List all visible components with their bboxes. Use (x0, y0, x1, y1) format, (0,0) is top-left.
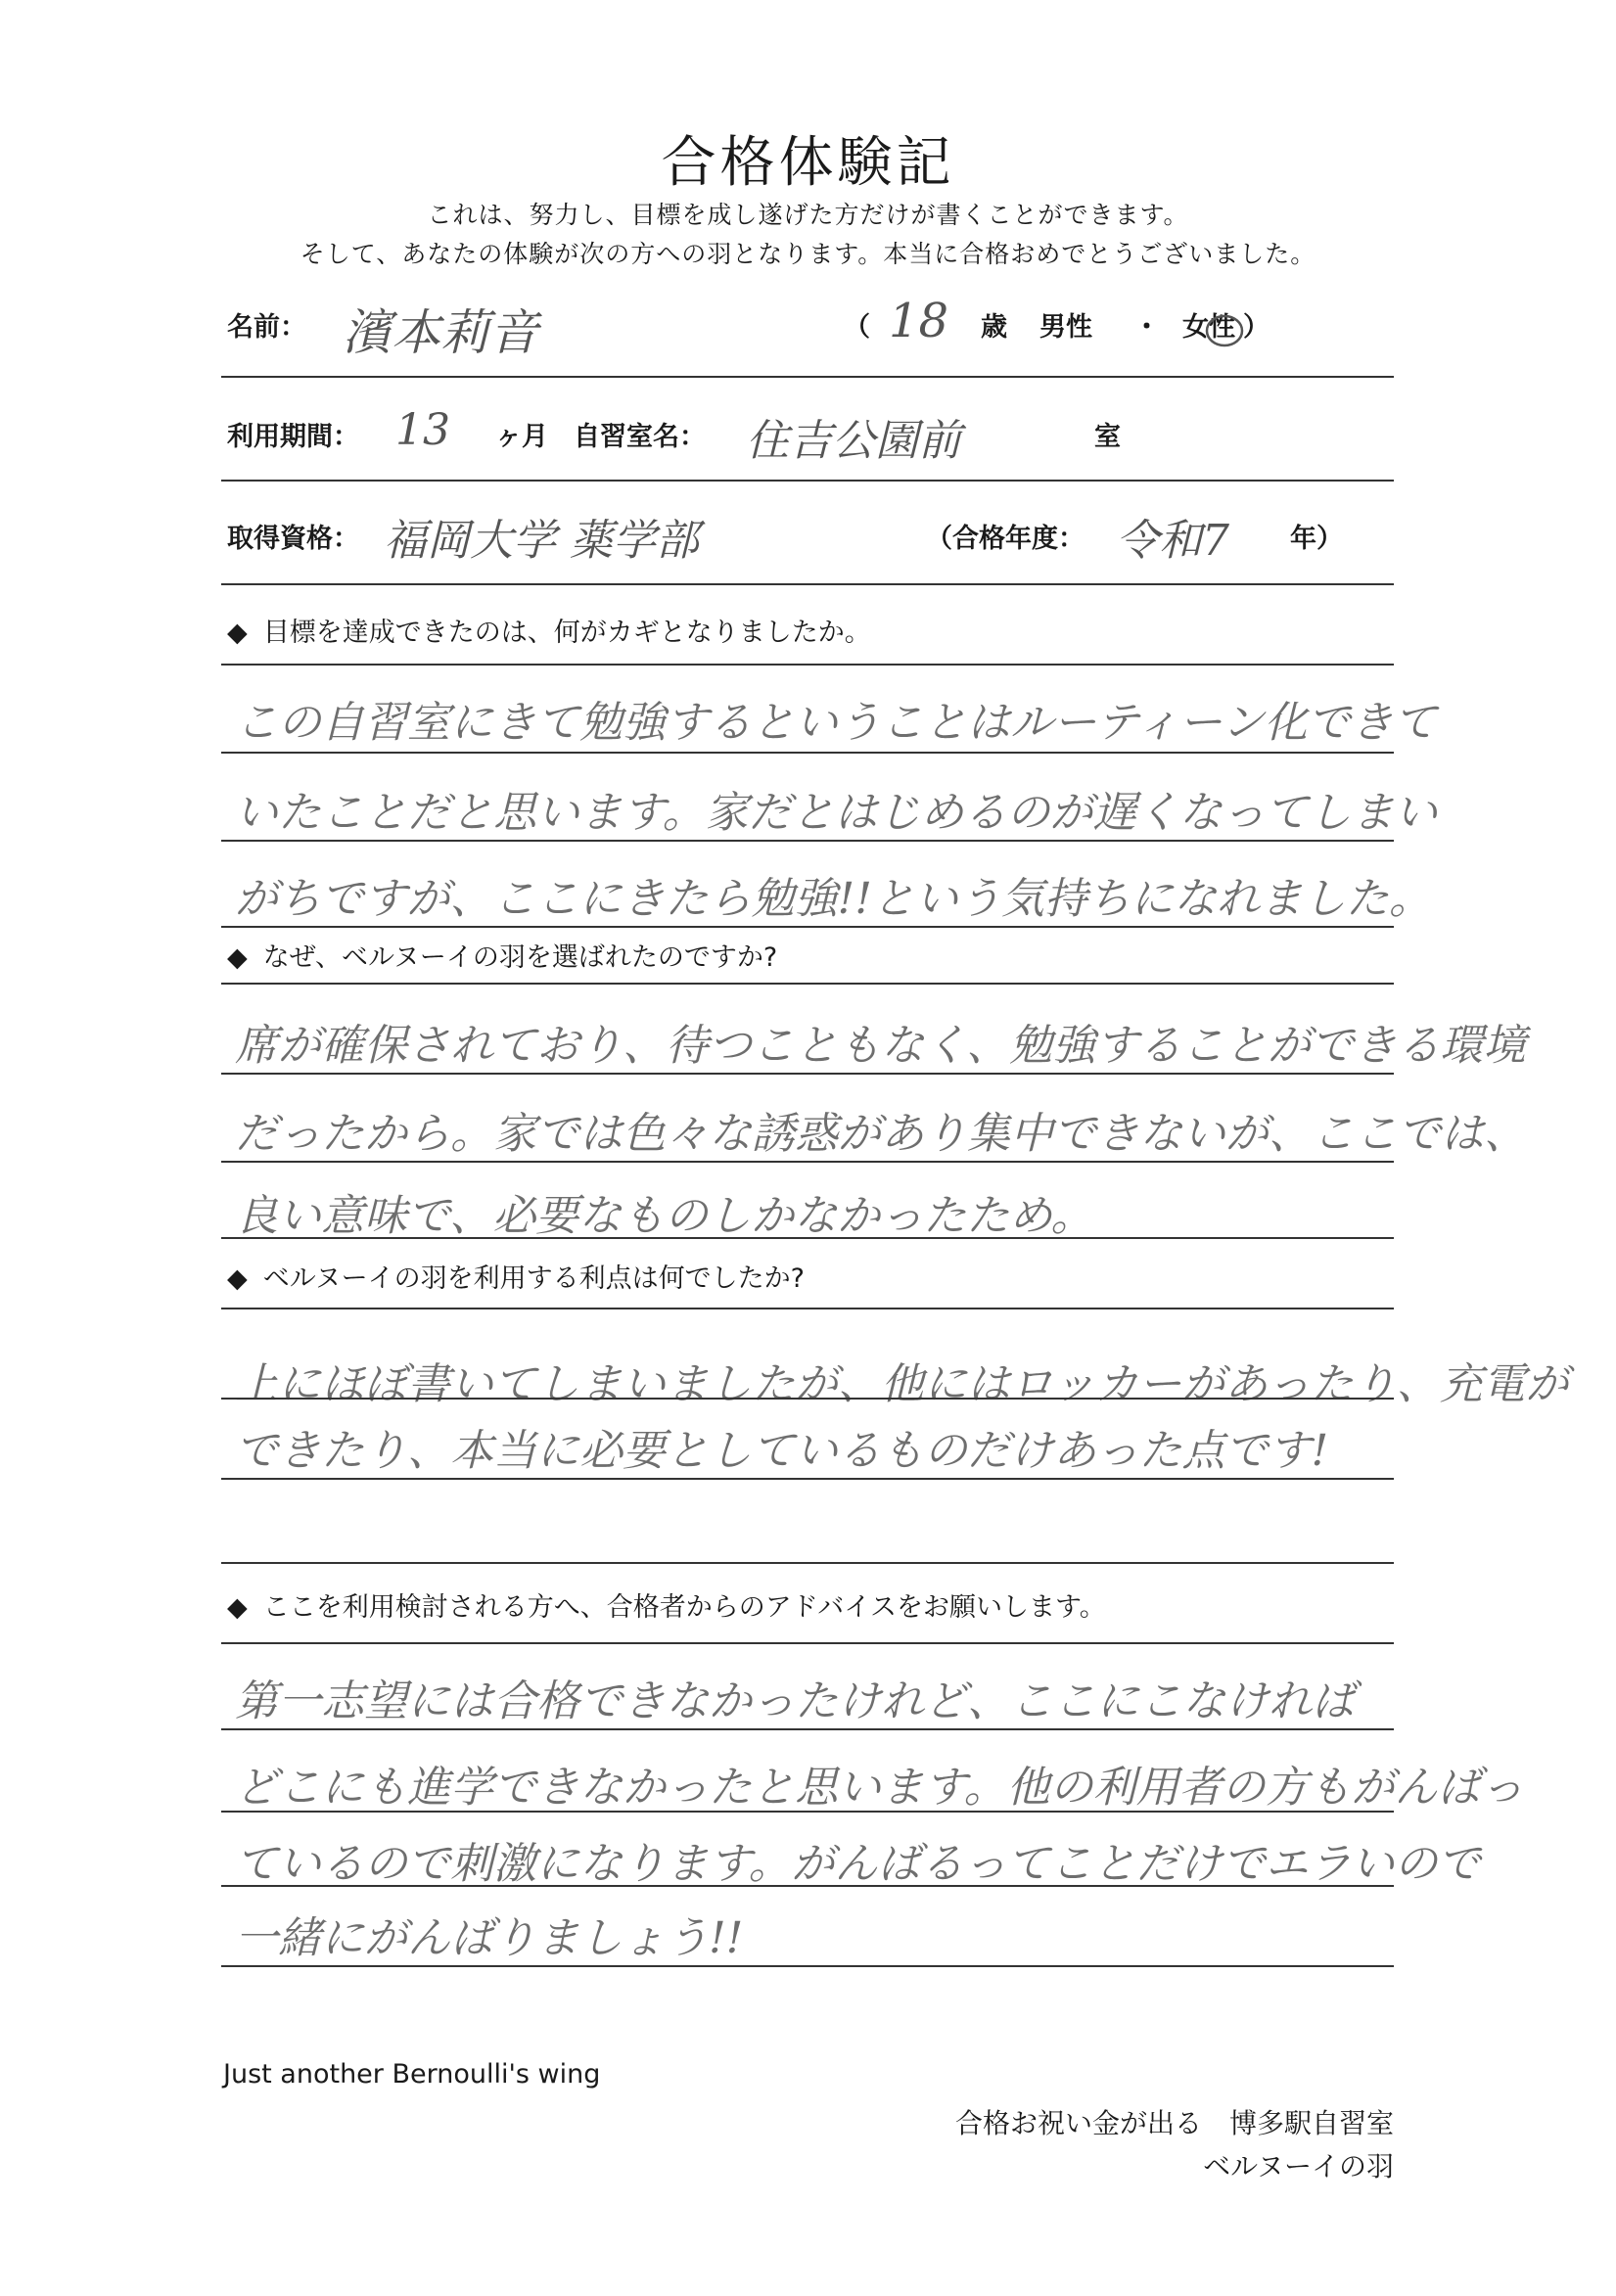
gender-circle-mark (1200, 309, 1249, 358)
answer-4-line-1: 第一志望には合格できなかったけれど、ここにこなければ (235, 1676, 1355, 1726)
name-label: 名前： (227, 312, 306, 343)
answer-2-line-2: だったから。家では色々な誘惑があり集中できないが、ここでは、 (235, 1109, 1527, 1159)
pass-year-unit: 年） (1290, 524, 1343, 554)
question-label: 目標を達成できたのは、何がカギとなりましたか。 (262, 618, 871, 648)
intro-line-1: これは、努力し、目標を成し遂げた方だけが書くことができます。 (427, 201, 1189, 229)
answer-3-line-1: 上にほぼ書いてしまいましたが、他にはロッカーがあったり、充電が (235, 1359, 1569, 1409)
divider (221, 983, 1394, 985)
answer-1-line-3: がちですが、ここにきたら勉強!!という気持ちになれました。 (235, 874, 1432, 924)
answer-3-line-2: できたり、本当に必要としているものだけあった点です! (235, 1426, 1329, 1476)
answer-1-line-2: いたことだと思います。家だとはじめるのが遅くなってしまい (235, 788, 1438, 838)
question-label: ベルヌーイの羽を利用する利点は何でしたか? (262, 1263, 806, 1294)
diamond-icon: ◆ (227, 1263, 248, 1294)
answer-rule (221, 752, 1394, 754)
answer-4-line-4: 一緒にがんばりましょう!! (235, 1913, 744, 1963)
question-3 (227, 1257, 805, 1295)
age-value: 18 (889, 294, 949, 348)
gender-female: 女性 (1182, 312, 1235, 343)
answer-rule (221, 926, 1394, 928)
question-4 (227, 1585, 1106, 1624)
answer-rule (221, 1811, 1394, 1813)
qualification-value: 福岡大学 薬学部 (384, 516, 699, 566)
answer-rule (221, 1885, 1394, 1887)
divider (221, 480, 1394, 482)
answer-rule (221, 1073, 1394, 1075)
room-value: 住吉公園前 (746, 416, 961, 466)
divider (221, 583, 1394, 585)
divider (221, 1642, 1394, 1644)
answer-4-line-2: どこにも進学できなかったと思います。他の利用者の方もがんばっ (235, 1763, 1524, 1813)
period-label: 利用期間： (227, 422, 359, 452)
answer-rule (221, 1398, 1394, 1400)
age-unit: 歳 (981, 312, 1007, 343)
answer-1-line-1: この自習室にきて勉強するということはルーティーン化できて (235, 698, 1437, 748)
pass-year-label: （合格年度： (926, 524, 1085, 554)
age-close-paren: ） (1243, 312, 1270, 343)
question-1 (227, 611, 871, 649)
answer-rule (221, 1161, 1394, 1163)
answer-2-line-1: 席が確保されており、待つこともなく、勉強することができる環境 (235, 1021, 1527, 1071)
question-2 (227, 936, 777, 974)
page-title: 合格体験記 (661, 131, 955, 195)
answer-rule (221, 1237, 1394, 1239)
name-value: 濱本莉音 (343, 304, 538, 361)
intro-line-2: そして、あなたの体験が次の方への羽となります。本当に合格おめでとうございました。 (300, 240, 1316, 268)
answer-rule (221, 1562, 1394, 1564)
footer-promo: 合格お祝い金が出る 博多駅自習室 (954, 2107, 1394, 2139)
gender-separator: ・ (1133, 312, 1160, 343)
answer-2-line-3: 良い意味で、必要なものしかなかったため。 (235, 1191, 1094, 1241)
qualification-label: 取得資格： (227, 524, 359, 554)
pass-year-value: 令和7 (1116, 516, 1229, 566)
question-label: ここを利用検討される方へ、合格者からのアドバイスをお願いします。 (262, 1592, 1106, 1623)
answer-rule (221, 1728, 1394, 1730)
question-label: なぜ、ベルヌーイの羽を選ばれたのですか? (262, 942, 778, 973)
footer-tagline: Just another Bernoulli's wing (223, 2059, 601, 2089)
answer-rule (221, 1965, 1394, 1967)
period-value: 13 (395, 405, 450, 455)
diamond-icon: ◆ (227, 1592, 248, 1623)
answer-rule (221, 1478, 1394, 1480)
diamond-icon: ◆ (227, 942, 248, 973)
room-label: 自習室名： (574, 422, 706, 452)
answer-4-line-3: ているので刺激になります。がんばるってことだけでエラいので (235, 1839, 1481, 1889)
room-unit: 室 (1094, 422, 1121, 452)
period-unit: ヶ月 (495, 422, 548, 452)
gender-male: 男性 (1039, 312, 1092, 343)
answer-rule (221, 840, 1394, 842)
diamond-icon: ◆ (227, 618, 248, 648)
divider (221, 376, 1394, 378)
divider (221, 664, 1394, 666)
age-open-paren: （ (844, 312, 870, 343)
footer-brand: ベルヌーイの羽 (1203, 2150, 1394, 2182)
divider (221, 1308, 1394, 1309)
